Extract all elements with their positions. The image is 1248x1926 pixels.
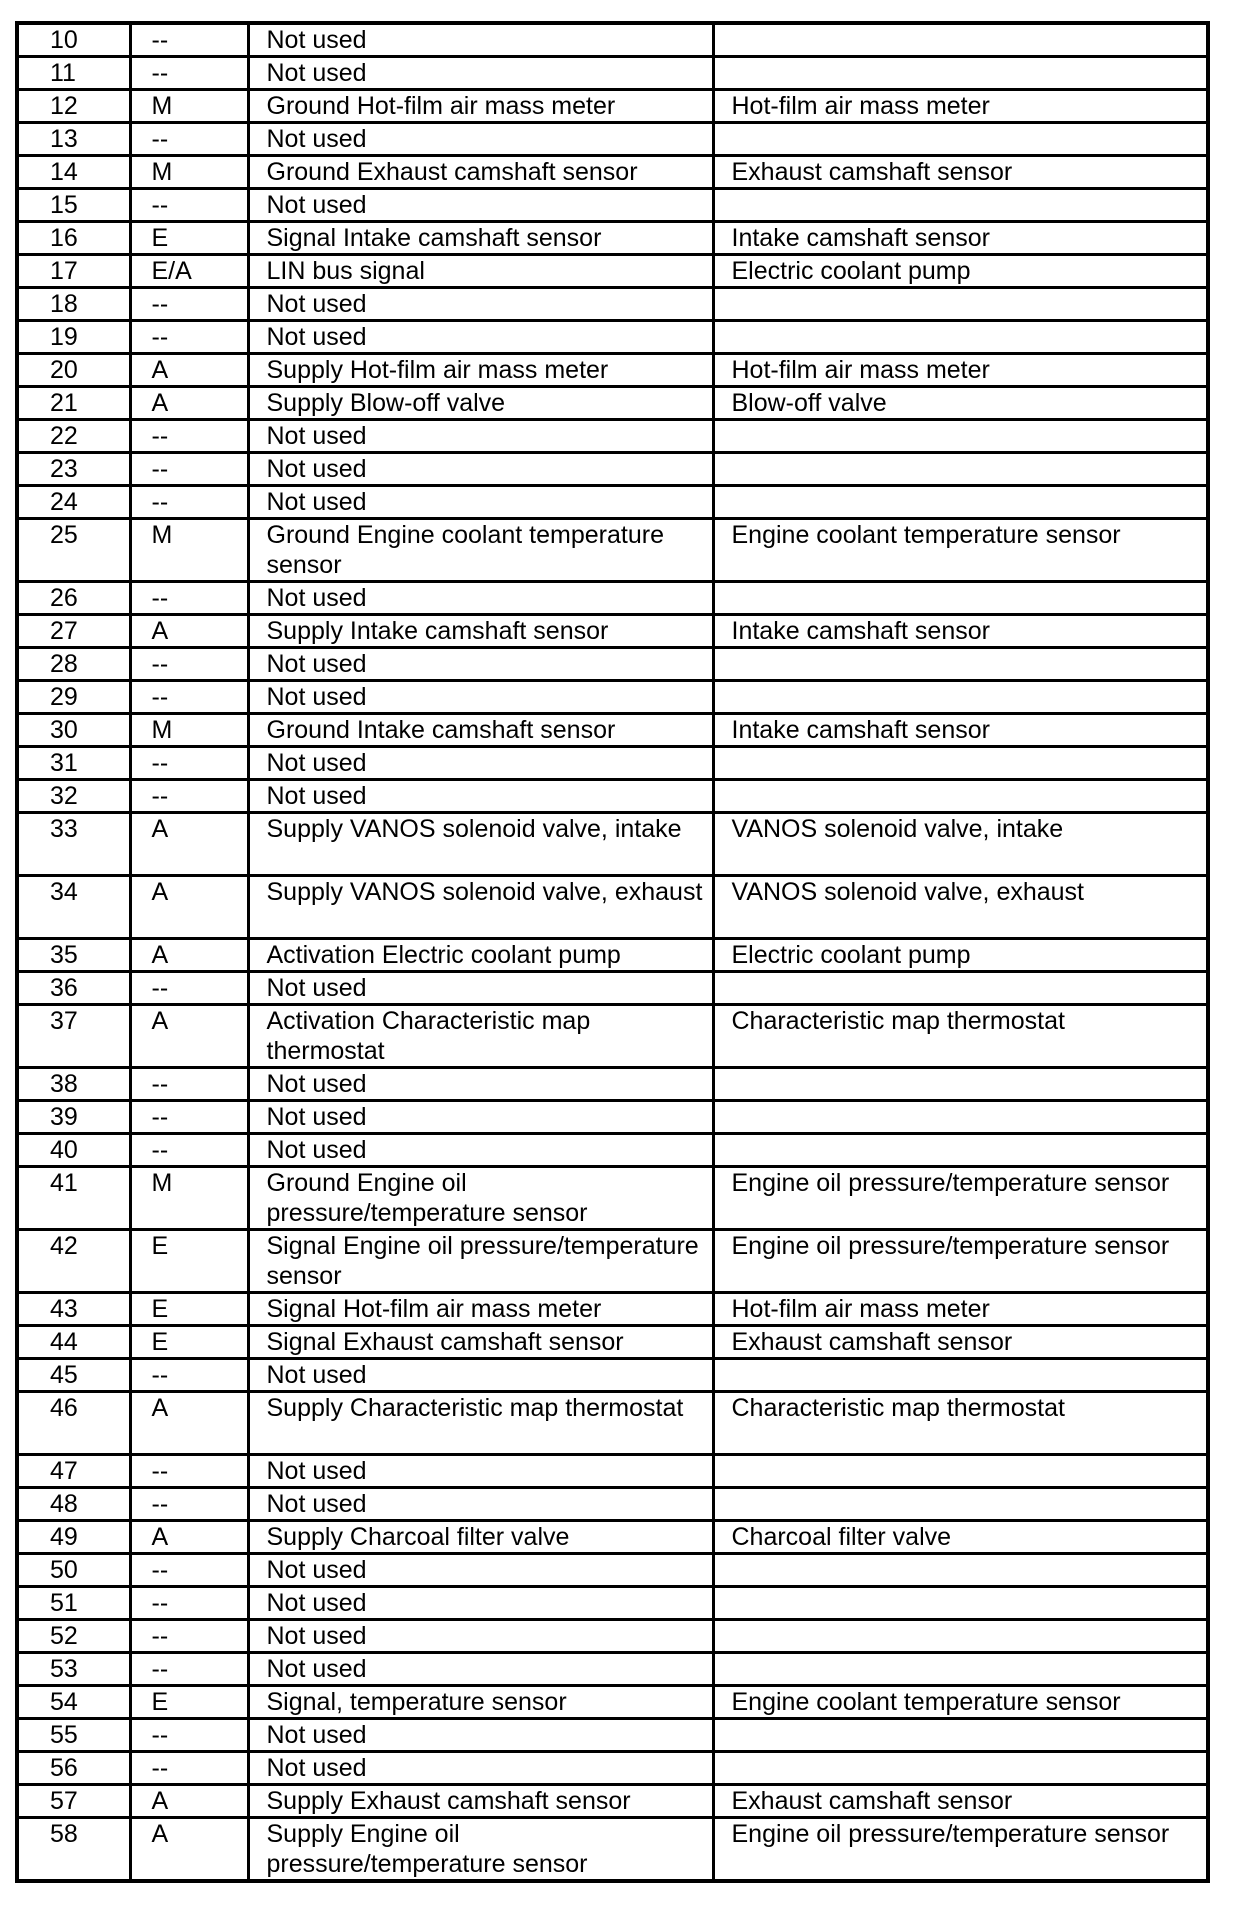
type-cell: --: [130, 453, 248, 486]
table-row: [17, 23, 1208, 57]
table-row: [17, 288, 1208, 321]
table-row: [17, 90, 1208, 123]
type-cell: --: [130, 1587, 248, 1620]
table-row: [17, 1134, 1208, 1167]
component-cell: Hot-film air mass meter: [713, 90, 1208, 123]
type-cell: --: [130, 1101, 248, 1134]
description-cell: Activation Electric coolant pump: [248, 939, 713, 972]
component-cell: [713, 123, 1208, 156]
description-cell: Not used: [248, 681, 713, 714]
pin-cell: 58: [17, 1818, 130, 1882]
component-cell: VANOS solenoid valve, exhaust: [713, 876, 1208, 939]
table-row: [17, 972, 1208, 1005]
description-cell: Not used: [248, 57, 713, 90]
type-cell: A: [130, 1818, 248, 1882]
description-cell: Signal, temperature sensor: [248, 1686, 713, 1719]
type-cell: --: [130, 1134, 248, 1167]
component-cell: Charcoal filter valve: [713, 1521, 1208, 1554]
table-row: [17, 1488, 1208, 1521]
component-cell: VANOS solenoid valve, intake: [713, 813, 1208, 876]
pin-cell: 33: [17, 813, 130, 876]
type-cell: --: [130, 321, 248, 354]
description-cell: Not used: [248, 1101, 713, 1134]
pin-cell: 41: [17, 1167, 130, 1230]
component-cell: Engine oil pressure/temperature sensor: [713, 1230, 1208, 1293]
component-cell: [713, 57, 1208, 90]
type-cell: --: [130, 648, 248, 681]
description-cell: Not used: [248, 486, 713, 519]
pin-cell: 25: [17, 519, 130, 582]
component-cell: [713, 648, 1208, 681]
description-cell: Not used: [248, 288, 713, 321]
type-cell: A: [130, 1785, 248, 1818]
component-cell: [713, 681, 1208, 714]
type-cell: --: [130, 288, 248, 321]
table-row: [17, 813, 1208, 876]
description-cell: Not used: [248, 321, 713, 354]
table-row: [17, 615, 1208, 648]
table-row: [17, 354, 1208, 387]
component-cell: [713, 23, 1208, 57]
description-cell: Not used: [248, 1554, 713, 1587]
component-cell: [713, 1134, 1208, 1167]
component-cell: [713, 972, 1208, 1005]
description-cell: Supply Charcoal filter valve: [248, 1521, 713, 1554]
table-row: [17, 1455, 1208, 1488]
pin-cell: 11: [17, 57, 130, 90]
type-cell: --: [130, 1620, 248, 1653]
table-row: [17, 420, 1208, 453]
type-cell: --: [130, 57, 248, 90]
pin-cell: 39: [17, 1101, 130, 1134]
pin-cell: 47: [17, 1455, 130, 1488]
table-row: [17, 681, 1208, 714]
type-cell: M: [130, 156, 248, 189]
description-cell: LIN bus signal: [248, 255, 713, 288]
table-row: [17, 156, 1208, 189]
type-cell: E: [130, 1293, 248, 1326]
description-cell: Signal Hot-film air mass meter: [248, 1293, 713, 1326]
table-row: [17, 123, 1208, 156]
table-row: [17, 189, 1208, 222]
table-row: [17, 714, 1208, 747]
component-cell: [713, 747, 1208, 780]
pin-cell: 56: [17, 1752, 130, 1785]
component-cell: [713, 420, 1208, 453]
description-cell: Supply Hot-film air mass meter: [248, 354, 713, 387]
pin-cell: 37: [17, 1005, 130, 1068]
pin-cell: 28: [17, 648, 130, 681]
table-row: [17, 222, 1208, 255]
pin-cell: 21: [17, 387, 130, 420]
type-cell: A: [130, 1392, 248, 1455]
type-cell: --: [130, 123, 248, 156]
description-cell: Supply Blow-off valve: [248, 387, 713, 420]
pin-cell: 54: [17, 1686, 130, 1719]
type-cell: A: [130, 387, 248, 420]
type-cell: --: [130, 1752, 248, 1785]
type-cell: --: [130, 189, 248, 222]
table-row: [17, 321, 1208, 354]
type-cell: --: [130, 23, 248, 57]
component-cell: [713, 1752, 1208, 1785]
component-cell: Hot-film air mass meter: [713, 1293, 1208, 1326]
description-cell: Supply Intake camshaft sensor: [248, 615, 713, 648]
pin-cell: 42: [17, 1230, 130, 1293]
table-row: [17, 57, 1208, 90]
pin-cell: 22: [17, 420, 130, 453]
description-cell: Not used: [248, 1653, 713, 1686]
component-cell: [713, 189, 1208, 222]
component-cell: [713, 1068, 1208, 1101]
type-cell: A: [130, 813, 248, 876]
type-cell: A: [130, 1005, 248, 1068]
type-cell: --: [130, 582, 248, 615]
component-cell: [713, 582, 1208, 615]
description-cell: Not used: [248, 1134, 713, 1167]
component-cell: Electric coolant pump: [713, 939, 1208, 972]
component-cell: [713, 1488, 1208, 1521]
description-cell: Supply Engine oil pressure/temperature sensor: [248, 1818, 713, 1882]
table-row: [17, 1554, 1208, 1587]
pin-cell: 50: [17, 1554, 130, 1587]
component-cell: [713, 1359, 1208, 1392]
component-cell: Hot-film air mass meter: [713, 354, 1208, 387]
type-cell: A: [130, 876, 248, 939]
pin-cell: 35: [17, 939, 130, 972]
table-row: [17, 876, 1208, 939]
table-row: [17, 939, 1208, 972]
description-cell: Not used: [248, 1455, 713, 1488]
component-cell: [713, 1719, 1208, 1752]
table-row: [17, 1359, 1208, 1392]
type-cell: A: [130, 615, 248, 648]
pin-assignment-table: [15, 21, 1210, 1883]
type-cell: A: [130, 1521, 248, 1554]
type-cell: --: [130, 972, 248, 1005]
pin-cell: 53: [17, 1653, 130, 1686]
pin-cell: 27: [17, 615, 130, 648]
description-cell: Not used: [248, 1359, 713, 1392]
component-cell: [713, 453, 1208, 486]
type-cell: --: [130, 1068, 248, 1101]
pin-table-body: [17, 23, 1208, 1881]
type-cell: E: [130, 222, 248, 255]
type-cell: --: [130, 1554, 248, 1587]
table-row: [17, 582, 1208, 615]
pin-cell: 26: [17, 582, 130, 615]
table-row: [17, 486, 1208, 519]
type-cell: --: [130, 681, 248, 714]
description-cell: Not used: [248, 189, 713, 222]
description-cell: Not used: [248, 972, 713, 1005]
pin-cell: 31: [17, 747, 130, 780]
pin-cell: 29: [17, 681, 130, 714]
component-cell: Exhaust camshaft sensor: [713, 1785, 1208, 1818]
pin-cell: 40: [17, 1134, 130, 1167]
component-cell: Intake camshaft sensor: [713, 615, 1208, 648]
description-cell: Supply Characteristic map thermostat: [248, 1392, 713, 1455]
description-cell: Not used: [248, 648, 713, 681]
pin-cell: 55: [17, 1719, 130, 1752]
type-cell: E: [130, 1230, 248, 1293]
description-cell: Activation Characteristic map thermostat: [248, 1005, 713, 1068]
description-cell: Signal Exhaust camshaft sensor: [248, 1326, 713, 1359]
pin-cell: 48: [17, 1488, 130, 1521]
type-cell: M: [130, 714, 248, 747]
component-cell: Electric coolant pump: [713, 255, 1208, 288]
description-cell: Not used: [248, 582, 713, 615]
component-cell: [713, 1587, 1208, 1620]
component-cell: [713, 486, 1208, 519]
description-cell: Not used: [248, 420, 713, 453]
pin-cell: 30: [17, 714, 130, 747]
description-cell: Not used: [248, 1488, 713, 1521]
type-cell: A: [130, 939, 248, 972]
description-cell: Not used: [248, 1068, 713, 1101]
description-cell: Not used: [248, 1752, 713, 1785]
type-cell: --: [130, 486, 248, 519]
table-row: [17, 255, 1208, 288]
type-cell: A: [130, 354, 248, 387]
table-row: [17, 1752, 1208, 1785]
description-cell: Not used: [248, 1719, 713, 1752]
pin-cell: 43: [17, 1293, 130, 1326]
pin-cell: 45: [17, 1359, 130, 1392]
component-cell: Intake camshaft sensor: [713, 714, 1208, 747]
pin-cell: 23: [17, 453, 130, 486]
type-cell: M: [130, 1167, 248, 1230]
pin-cell: 24: [17, 486, 130, 519]
pin-cell: 52: [17, 1620, 130, 1653]
component-cell: Intake camshaft sensor: [713, 222, 1208, 255]
component-cell: Engine coolant temperature sensor: [713, 1686, 1208, 1719]
component-cell: [713, 1101, 1208, 1134]
component-cell: [713, 1653, 1208, 1686]
description-cell: Not used: [248, 453, 713, 486]
description-cell: Not used: [248, 747, 713, 780]
component-cell: [713, 321, 1208, 354]
component-cell: [713, 1620, 1208, 1653]
type-cell: --: [130, 747, 248, 780]
description-cell: Not used: [248, 23, 713, 57]
type-cell: E/A: [130, 255, 248, 288]
component-cell: [713, 288, 1208, 321]
table-row: [17, 1818, 1208, 1882]
description-cell: Supply VANOS solenoid valve, exhaust: [248, 876, 713, 939]
table-row: [17, 1230, 1208, 1293]
type-cell: --: [130, 1719, 248, 1752]
description-cell: Not used: [248, 780, 713, 813]
type-cell: --: [130, 1455, 248, 1488]
description-cell: Supply Exhaust camshaft sensor: [248, 1785, 713, 1818]
type-cell: M: [130, 90, 248, 123]
component-cell: [713, 1455, 1208, 1488]
pin-cell: 34: [17, 876, 130, 939]
pin-cell: 12: [17, 90, 130, 123]
pin-cell: 10: [17, 23, 130, 57]
component-cell: Engine coolant temperature sensor: [713, 519, 1208, 582]
table-row: [17, 1587, 1208, 1620]
type-cell: E: [130, 1686, 248, 1719]
pin-cell: 49: [17, 1521, 130, 1554]
description-cell: Signal Intake camshaft sensor: [248, 222, 713, 255]
pin-cell: 38: [17, 1068, 130, 1101]
description-cell: Ground Hot-film air mass meter: [248, 90, 713, 123]
pin-cell: 46: [17, 1392, 130, 1455]
type-cell: --: [130, 780, 248, 813]
pin-cell: 51: [17, 1587, 130, 1620]
type-cell: --: [130, 1359, 248, 1392]
table-row: [17, 1101, 1208, 1134]
table-row: [17, 453, 1208, 486]
pin-cell: 14: [17, 156, 130, 189]
pin-cell: 44: [17, 1326, 130, 1359]
description-cell: Not used: [248, 1620, 713, 1653]
table-row: [17, 1326, 1208, 1359]
type-cell: M: [130, 519, 248, 582]
table-row: [17, 1392, 1208, 1455]
type-cell: E: [130, 1326, 248, 1359]
pin-cell: 15: [17, 189, 130, 222]
table-row: [17, 1785, 1208, 1818]
type-cell: --: [130, 1653, 248, 1686]
table-row: [17, 1719, 1208, 1752]
component-cell: Characteristic map thermostat: [713, 1005, 1208, 1068]
description-cell: Ground Engine oil pressure/temperature sensor: [248, 1167, 713, 1230]
table-row: [17, 1521, 1208, 1554]
component-cell: Characteristic map thermostat: [713, 1392, 1208, 1455]
pin-cell: 18: [17, 288, 130, 321]
type-cell: --: [130, 420, 248, 453]
table-row: [17, 1068, 1208, 1101]
pin-cell: 36: [17, 972, 130, 1005]
pin-cell: 57: [17, 1785, 130, 1818]
description-cell: Ground Intake camshaft sensor: [248, 714, 713, 747]
component-cell: Engine oil pressure/temperature sensor: [713, 1167, 1208, 1230]
description-cell: Ground Exhaust camshaft sensor: [248, 156, 713, 189]
component-cell: Exhaust camshaft sensor: [713, 1326, 1208, 1359]
table-row: [17, 747, 1208, 780]
type-cell: --: [130, 1488, 248, 1521]
description-cell: Not used: [248, 123, 713, 156]
table-row: [17, 1005, 1208, 1068]
pin-cell: 20: [17, 354, 130, 387]
table-row: [17, 1167, 1208, 1230]
component-cell: Engine oil pressure/temperature sensor: [713, 1818, 1208, 1882]
table-row: [17, 1686, 1208, 1719]
component-cell: Exhaust camshaft sensor: [713, 156, 1208, 189]
component-cell: [713, 1554, 1208, 1587]
description-cell: Not used: [248, 1587, 713, 1620]
table-row: [17, 1653, 1208, 1686]
table-row: [17, 387, 1208, 420]
pin-cell: 19: [17, 321, 130, 354]
component-cell: [713, 780, 1208, 813]
pin-cell: 13: [17, 123, 130, 156]
table-row: [17, 519, 1208, 582]
pin-cell: 16: [17, 222, 130, 255]
description-cell: Signal Engine oil pressure/temperature sensor: [248, 1230, 713, 1293]
table-row: [17, 648, 1208, 681]
component-cell: Blow-off valve: [713, 387, 1208, 420]
pin-cell: 17: [17, 255, 130, 288]
table-row: [17, 1293, 1208, 1326]
pin-cell: 32: [17, 780, 130, 813]
table-row: [17, 780, 1208, 813]
description-cell: Supply VANOS solenoid valve, intake: [248, 813, 713, 876]
description-cell: Ground Engine coolant temperature sensor: [248, 519, 713, 582]
table-row: [17, 1620, 1208, 1653]
